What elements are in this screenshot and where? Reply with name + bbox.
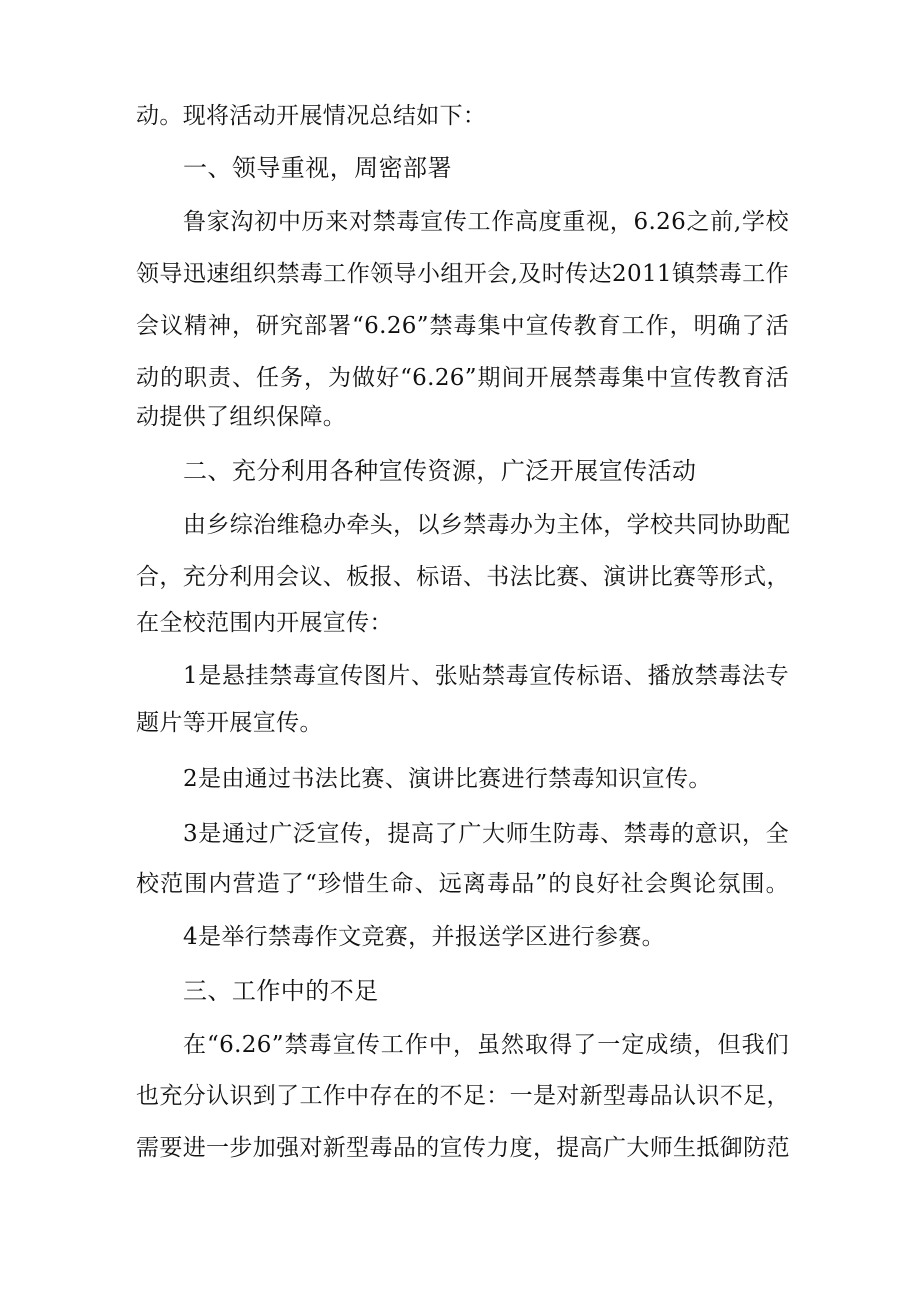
section-2-intro-line-3: 在全校范围内开展宣传： xyxy=(136,610,393,636)
section-2-item-3-line-2: 校范围内营造了“珍惜生命、远离毒品”的良好社会舆论氛围。 xyxy=(136,871,789,897)
intro-line: 动。现将活动开展情况总结如下： xyxy=(136,103,487,129)
section-3-line-2: 也充分认识到了工作中存在的不足：一是对新型毒品认识不足， xyxy=(136,1083,790,1109)
section-3-line-3: 需要进一步加强对新型毒品的宣传力度，提高广大师生抵御防范 xyxy=(136,1135,790,1161)
section-3-line-1: 在“6.26”禁毒宣传工作中，虽然取得了一定成绩，但我们 xyxy=(183,1032,789,1058)
section-1-line-5: 动提供了组织保障。 xyxy=(136,404,347,430)
section-2-intro-line-2: 合，充分利用会议、板报、标语、书法比赛、演讲比赛等形式， xyxy=(136,564,790,590)
section-2-item-1-line-2: 题片等开展宣传。 xyxy=(136,710,323,736)
section-2-item-2: 2是由通过书法比赛、演讲比赛进行禁毒知识宣传。 xyxy=(183,766,712,792)
section-2-item-1-line-1: 1是悬挂禁毒宣传图片、张贴禁毒宣传标语、播放禁毒法专 xyxy=(183,663,789,689)
section-1-line-2: 领导迅速组织禁毒工作领导小组开会,及时传达2011镇禁毒工作 xyxy=(136,261,789,287)
section-1-line-1: 鲁家沟初中历来对禁毒宣传工作高度重视，6.26之前,学校 xyxy=(183,209,789,235)
section-2-intro-line-1: 由乡综治维稳办牵头，以乡禁毒办为主体，学校共同协助配 xyxy=(183,512,791,538)
section-1-line-3: 会议精神，研究部署“6.26”禁毒集中宣传教育工作，明确了活 xyxy=(136,313,789,339)
section-3-heading: 三、工作中的不足 xyxy=(183,977,379,1005)
section-1-heading: 一、领导重视，周密部署 xyxy=(183,154,452,182)
section-1-line-4: 动的职责、任务，为做好“6.26”期间开展禁毒集中宣传教育活 xyxy=(136,365,789,391)
section-2-item-3-line-1: 3是通过广泛宣传，提高了广大师生防毒、禁毒的意识，全 xyxy=(183,821,789,847)
section-2-heading: 二、充分利用各种宣传资源，广泛开展宣传活动 xyxy=(183,457,697,485)
section-2-item-4: 4是举行禁毒作文竞赛，并报送学区进行参赛。 xyxy=(183,924,665,950)
